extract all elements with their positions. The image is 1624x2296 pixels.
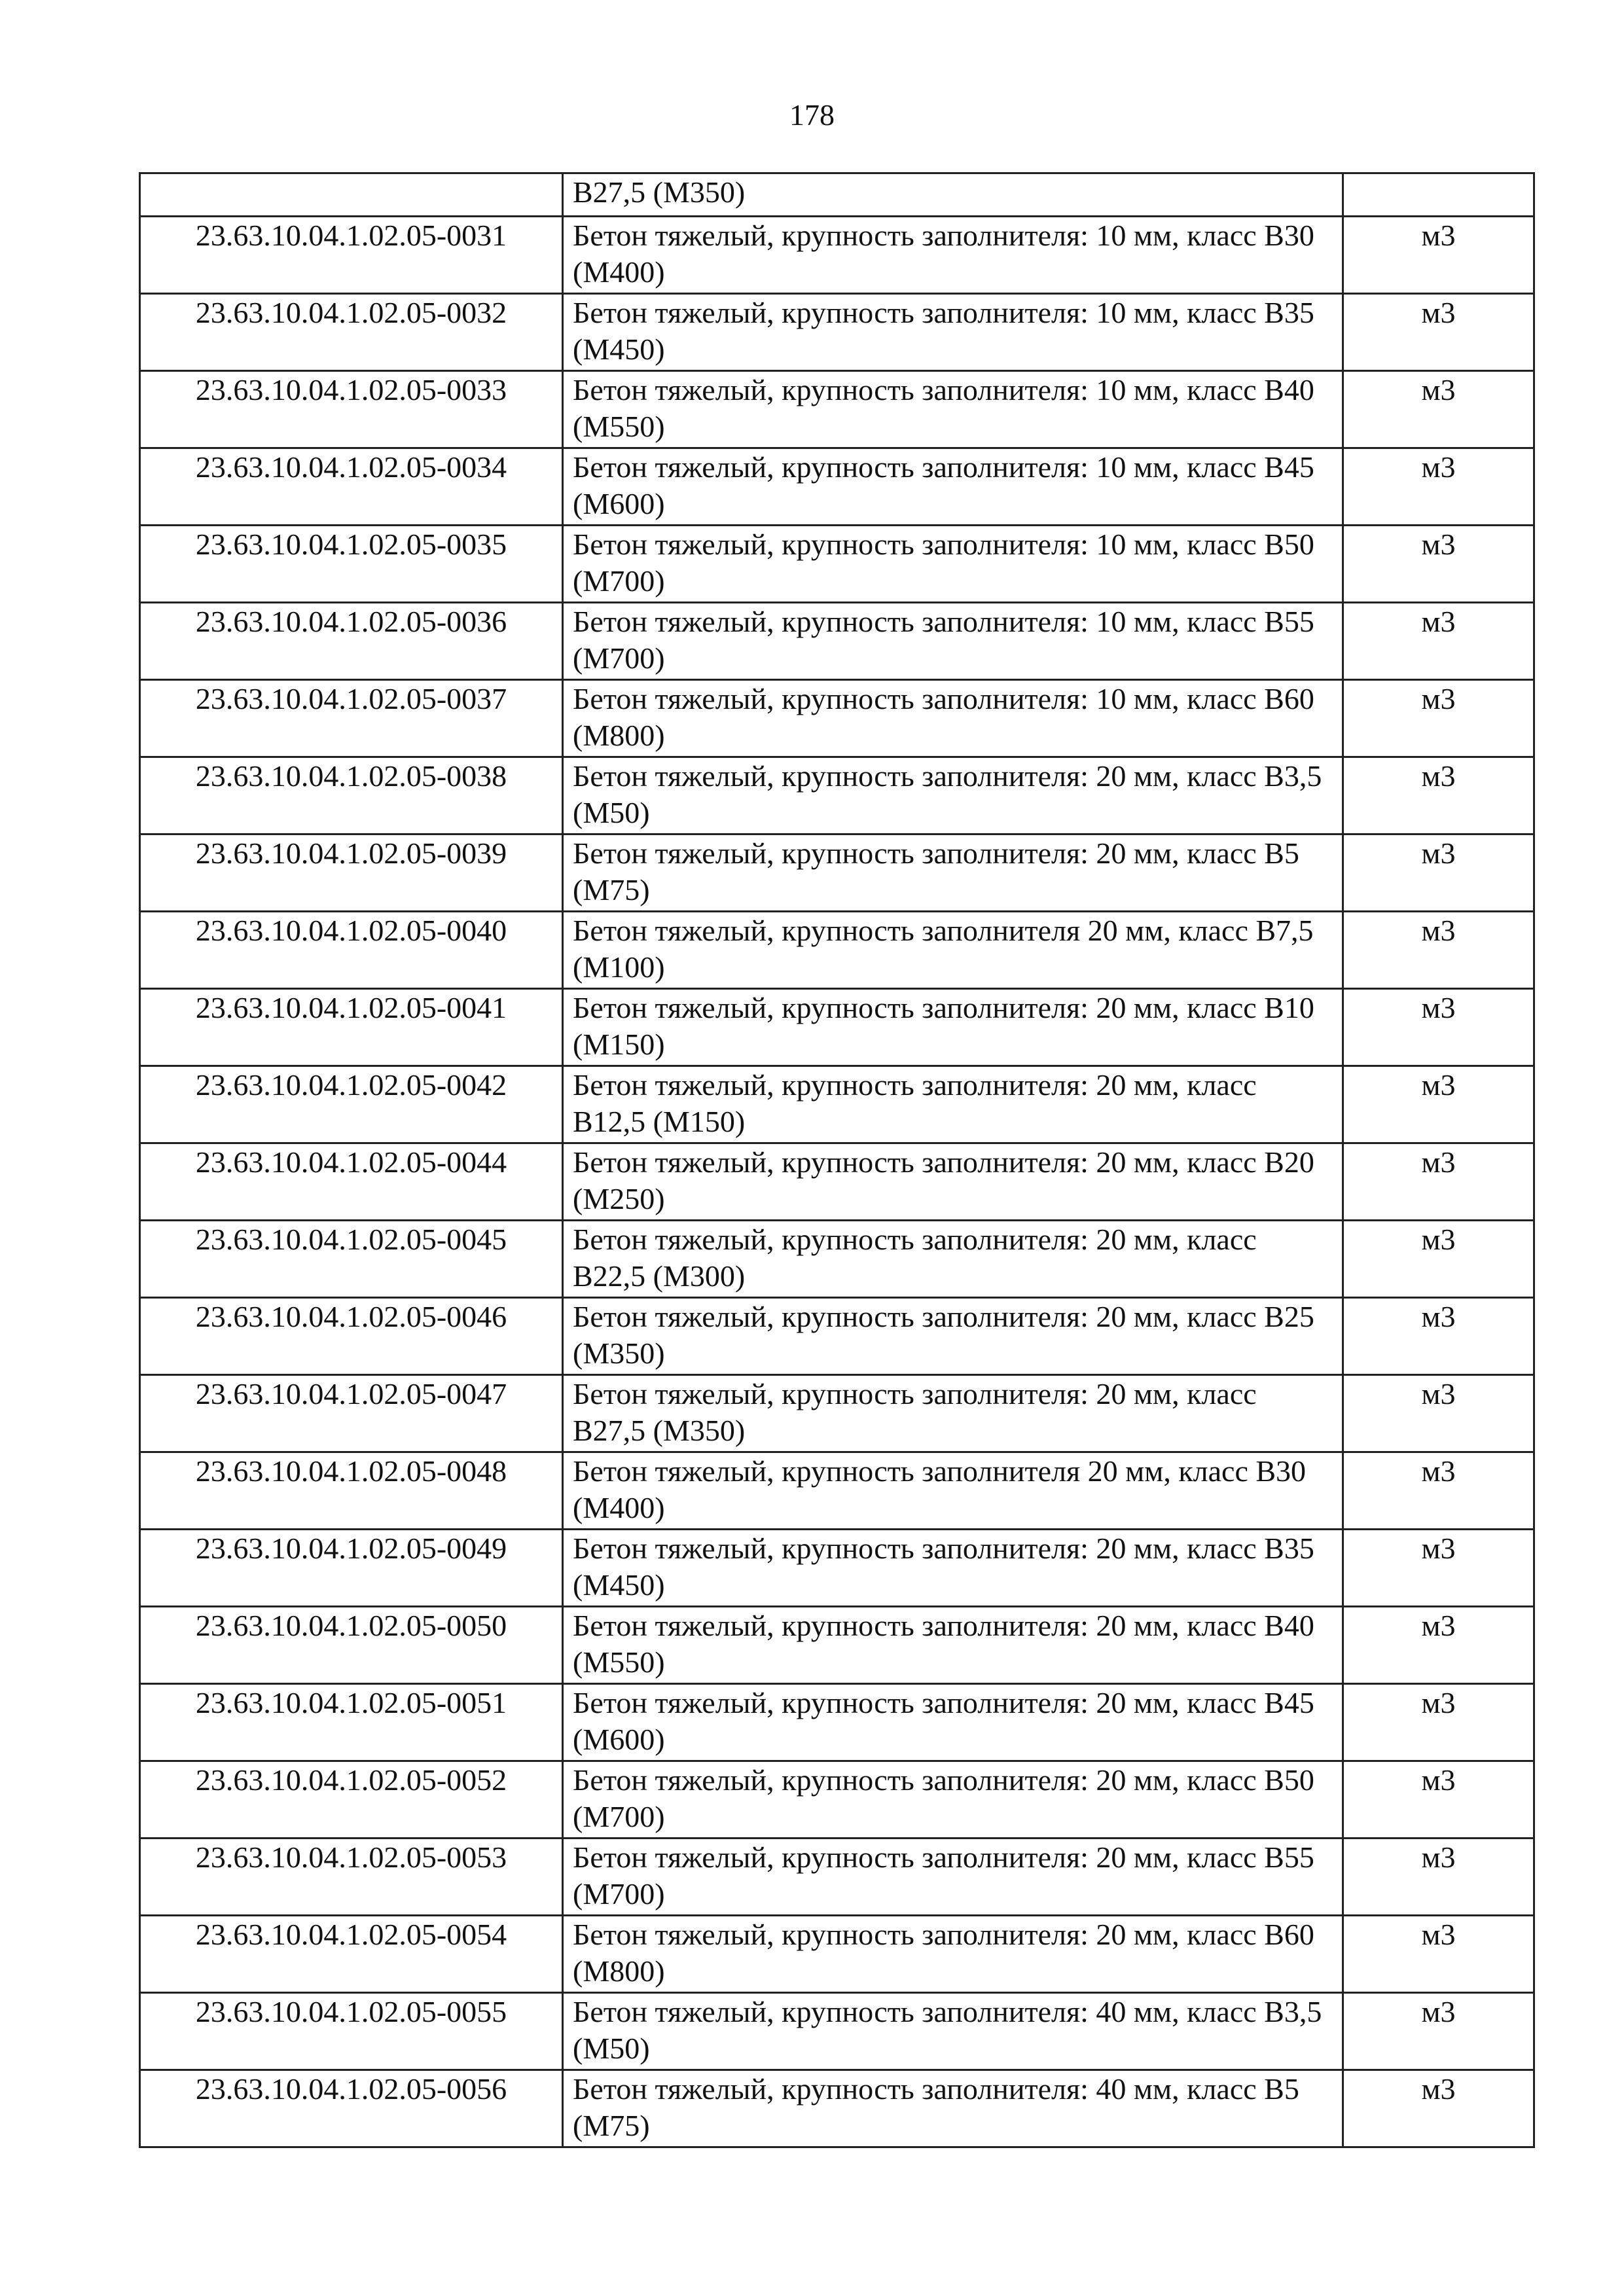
unit-cell: м3	[1343, 912, 1534, 989]
description-cell: Бетон тяжелый, крупность заполнителя: 20 мм, класс В10 (М150)	[563, 989, 1343, 1066]
resource-table	[139, 172, 1535, 2148]
code-cell: 23.63.10.04.1.02.05-0053	[140, 1839, 563, 1916]
code-cell: 23.63.10.04.1.02.05-0032	[140, 294, 563, 371]
unit-cell: м3	[1343, 1993, 1534, 2070]
code-cell: 23.63.10.04.1.02.05-0048	[140, 1452, 563, 1530]
code-cell: 23.63.10.04.1.02.05-0051	[140, 1684, 563, 1761]
description-cell: Бетон тяжелый, крупность заполнителя: 20 мм, класс В22,5 (М300)	[563, 1221, 1343, 1298]
unit-cell: м3	[1343, 526, 1534, 603]
code-cell: 23.63.10.04.1.02.05-0033	[140, 371, 563, 448]
code-cell: 23.63.10.04.1.02.05-0052	[140, 1761, 563, 1839]
unit-cell: м3	[1343, 1607, 1534, 1684]
code-cell: 23.63.10.04.1.02.05-0056	[140, 2070, 563, 2147]
code-cell: 23.63.10.04.1.02.05-0031	[140, 217, 563, 294]
description-cell: Бетон тяжелый, крупность заполнителя: 20 мм, класс В60 (М800)	[563, 1916, 1343, 1993]
unit-cell: м3	[1343, 217, 1534, 294]
description-cell: Бетон тяжелый, крупность заполнителя: 20 мм, класс В12,5 (М150)	[563, 1066, 1343, 1143]
unit-cell	[1343, 173, 1534, 217]
unit-cell: м3	[1343, 1530, 1534, 1607]
unit-cell: м3	[1343, 1684, 1534, 1761]
unit-cell: м3	[1343, 1452, 1534, 1530]
code-cell: 23.63.10.04.1.02.05-0049	[140, 1530, 563, 1607]
unit-cell: м3	[1343, 603, 1534, 680]
table-row	[140, 989, 1534, 1066]
unit-cell: м3	[1343, 834, 1534, 912]
table-row	[140, 1916, 1534, 1993]
code-cell	[140, 173, 563, 217]
table-row	[140, 526, 1534, 603]
description-cell: Бетон тяжелый, крупность заполнителя: 20 мм, класс В3,5 (М50)	[563, 757, 1343, 834]
unit-cell: м3	[1343, 371, 1534, 448]
description-cell: Бетон тяжелый, крупность заполнителя: 20 мм, класс В20 (М250)	[563, 1143, 1343, 1221]
description-cell: Бетон тяжелый, крупность заполнителя: 20 мм, класс В40 (М550)	[563, 1607, 1343, 1684]
description-cell: Бетон тяжелый, крупность заполнителя: 20 мм, класс В35 (М450)	[563, 1530, 1343, 1607]
description-cell: Бетон тяжелый, крупность заполнителя: 40 мм, класс В5 (М75)	[563, 2070, 1343, 2147]
unit-cell: м3	[1343, 757, 1534, 834]
description-cell: Бетон тяжелый, крупность заполнителя: 10 мм, класс В40 (М550)	[563, 371, 1343, 448]
table-body	[140, 173, 1534, 2147]
unit-cell: м3	[1343, 1375, 1534, 1452]
unit-cell: м3	[1343, 448, 1534, 526]
code-cell: 23.63.10.04.1.02.05-0037	[140, 680, 563, 757]
unit-cell: м3	[1343, 294, 1534, 371]
code-cell: 23.63.10.04.1.02.05-0046	[140, 1298, 563, 1375]
unit-cell: м3	[1343, 2070, 1534, 2147]
table-row	[140, 603, 1534, 680]
table-row	[140, 912, 1534, 989]
unit-cell: м3	[1343, 680, 1534, 757]
table-row	[140, 1143, 1534, 1221]
code-cell: 23.63.10.04.1.02.05-0045	[140, 1221, 563, 1298]
table-row	[140, 1839, 1534, 1916]
table-row	[140, 680, 1534, 757]
description-cell: В27,5 (М350)	[563, 173, 1343, 217]
unit-cell: м3	[1343, 1916, 1534, 1993]
description-cell: Бетон тяжелый, крупность заполнителя 20 мм, класс В30 (М400)	[563, 1452, 1343, 1530]
unit-cell: м3	[1343, 1221, 1534, 1298]
table-row	[140, 1761, 1534, 1839]
table-row	[140, 757, 1534, 834]
table-row	[140, 1375, 1534, 1452]
unit-cell: м3	[1343, 1839, 1534, 1916]
description-cell: Бетон тяжелый, крупность заполнителя: 40 мм, класс В3,5 (М50)	[563, 1993, 1343, 2070]
table-row	[140, 371, 1534, 448]
table-row	[140, 1684, 1534, 1761]
description-cell: Бетон тяжелый, крупность заполнителя 20 мм, класс В7,5 (М100)	[563, 912, 1343, 989]
table-row	[140, 1066, 1534, 1143]
table-row	[140, 1452, 1534, 1530]
description-cell: Бетон тяжелый, крупность заполнителя: 10 мм, класс В30 (М400)	[563, 217, 1343, 294]
code-cell: 23.63.10.04.1.02.05-0034	[140, 448, 563, 526]
table-row	[140, 1221, 1534, 1298]
code-cell: 23.63.10.04.1.02.05-0042	[140, 1066, 563, 1143]
table-row	[140, 834, 1534, 912]
table-row	[140, 294, 1534, 371]
unit-cell: м3	[1343, 1143, 1534, 1221]
code-cell: 23.63.10.04.1.02.05-0036	[140, 603, 563, 680]
description-cell: Бетон тяжелый, крупность заполнителя: 10 мм, класс В35 (М450)	[563, 294, 1343, 371]
description-cell: Бетон тяжелый, крупность заполнителя: 20 мм, класс В27,5 (М350)	[563, 1375, 1343, 1452]
code-cell: 23.63.10.04.1.02.05-0039	[140, 834, 563, 912]
table-row	[140, 1298, 1534, 1375]
description-cell: Бетон тяжелый, крупность заполнителя: 20 мм, класс В55 (М700)	[563, 1839, 1343, 1916]
table-row	[140, 448, 1534, 526]
code-cell: 23.63.10.04.1.02.05-0047	[140, 1375, 563, 1452]
description-cell: Бетон тяжелый, крупность заполнителя: 10 мм, класс В45 (М600)	[563, 448, 1343, 526]
table-row	[140, 217, 1534, 294]
code-cell: 23.63.10.04.1.02.05-0044	[140, 1143, 563, 1221]
code-cell: 23.63.10.04.1.02.05-0038	[140, 757, 563, 834]
code-cell: 23.63.10.04.1.02.05-0035	[140, 526, 563, 603]
page-number: 178	[789, 98, 835, 132]
unit-cell: м3	[1343, 989, 1534, 1066]
code-cell: 23.63.10.04.1.02.05-0050	[140, 1607, 563, 1684]
description-cell: Бетон тяжелый, крупность заполнителя: 20 мм, класс В5 (М75)	[563, 834, 1343, 912]
code-cell: 23.63.10.04.1.02.05-0041	[140, 989, 563, 1066]
table-row	[140, 1607, 1534, 1684]
table-row	[140, 1530, 1534, 1607]
unit-cell: м3	[1343, 1761, 1534, 1839]
table-row-continuation	[140, 173, 1534, 217]
unit-cell: м3	[1343, 1066, 1534, 1143]
table-row	[140, 2070, 1534, 2147]
code-cell: 23.63.10.04.1.02.05-0054	[140, 1916, 563, 1993]
description-cell: Бетон тяжелый, крупность заполнителя: 20 мм, класс В50 (М700)	[563, 1761, 1343, 1839]
description-cell: Бетон тяжелый, крупность заполнителя: 10 мм, класс В55 (М700)	[563, 603, 1343, 680]
description-cell: Бетон тяжелый, крупность заполнителя: 10 мм, класс В50 (М700)	[563, 526, 1343, 603]
description-cell: Бетон тяжелый, крупность заполнителя: 20 мм, класс В45 (М600)	[563, 1684, 1343, 1761]
unit-cell: м3	[1343, 1298, 1534, 1375]
table-row	[140, 1993, 1534, 2070]
code-cell: 23.63.10.04.1.02.05-0040	[140, 912, 563, 989]
description-cell: Бетон тяжелый, крупность заполнителя: 20 мм, класс В25 (М350)	[563, 1298, 1343, 1375]
code-cell: 23.63.10.04.1.02.05-0055	[140, 1993, 563, 2070]
description-cell: Бетон тяжелый, крупность заполнителя: 10 мм, класс В60 (М800)	[563, 680, 1343, 757]
